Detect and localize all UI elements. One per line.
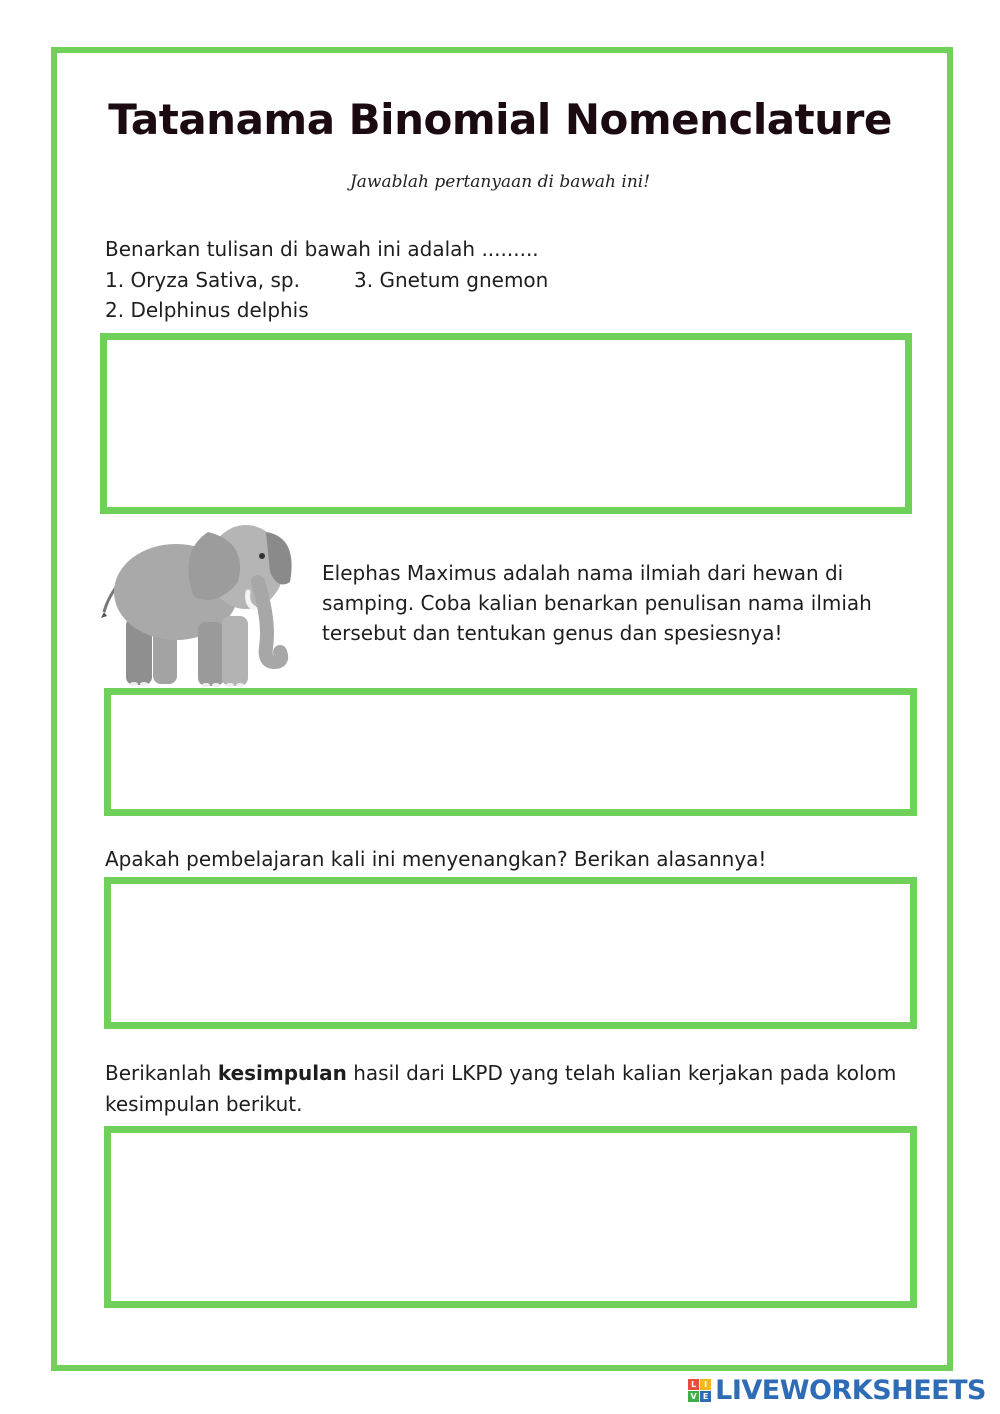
page-subtitle: Jawablah pertanyaan di bawah ini! — [349, 172, 651, 192]
logo-mark-letter: I — [700, 1379, 711, 1390]
question-3-prompt: Apakah pembelajaran kali ini menyenangkan? Berikan alasannya! — [105, 847, 767, 871]
question-2-line-1: Elephas Maximus adalah nama ilmiah dari hewan di — [322, 561, 844, 585]
logo-mark-letter: V — [688, 1391, 699, 1402]
question-1-item-2: 2. Delphinus delphis — [105, 298, 309, 322]
logo-mark-letter: L — [688, 1379, 699, 1390]
page-title: Tatanama Binomial Nomenclature — [108, 95, 892, 144]
answer-box-4[interactable] — [104, 1126, 917, 1308]
answer-input-4[interactable] — [111, 1133, 910, 1301]
question-4-line-2: kesimpulan berikut. — [105, 1092, 303, 1116]
question-4-keyword: kesimpulan — [217, 1061, 347, 1085]
liveworksheets-mark-icon — [688, 1379, 711, 1402]
answer-input-1[interactable] — [107, 340, 905, 507]
liveworksheets-wordmark: LIVEWORKSHEETS — [715, 1374, 986, 1406]
answer-input-3[interactable] — [111, 884, 910, 1022]
question-1-prompt: Benarkan tulisan di bawah ini adalah ......... — [105, 237, 539, 261]
liveworksheets-logo — [688, 1374, 986, 1406]
answer-input-2[interactable] — [111, 695, 910, 809]
question-4-line-1 — [105, 1058, 896, 1088]
question-1-item-3: 3. Gnetum gnemon — [354, 268, 549, 292]
answer-box-3[interactable] — [104, 877, 917, 1029]
question-2-line-3: tersebut dan tentukan genus dan spesiesnya! — [322, 621, 783, 645]
elephant-illustration — [98, 512, 298, 692]
question-4-prefix: Berikanlah — [105, 1061, 218, 1085]
answer-box-2[interactable] — [104, 688, 917, 816]
logo-mark-letter: E — [700, 1391, 711, 1402]
question-4-suffix: hasil dari LKPD yang telah kalian kerjakan pada kolom — [346, 1061, 897, 1085]
answer-box-1[interactable] — [100, 333, 912, 514]
question-1-item-1: 1. Oryza Sativa, sp. — [105, 268, 300, 292]
question-2-line-2: samping. Coba kalian benarkan penulisan nama ilmiah — [322, 591, 872, 615]
